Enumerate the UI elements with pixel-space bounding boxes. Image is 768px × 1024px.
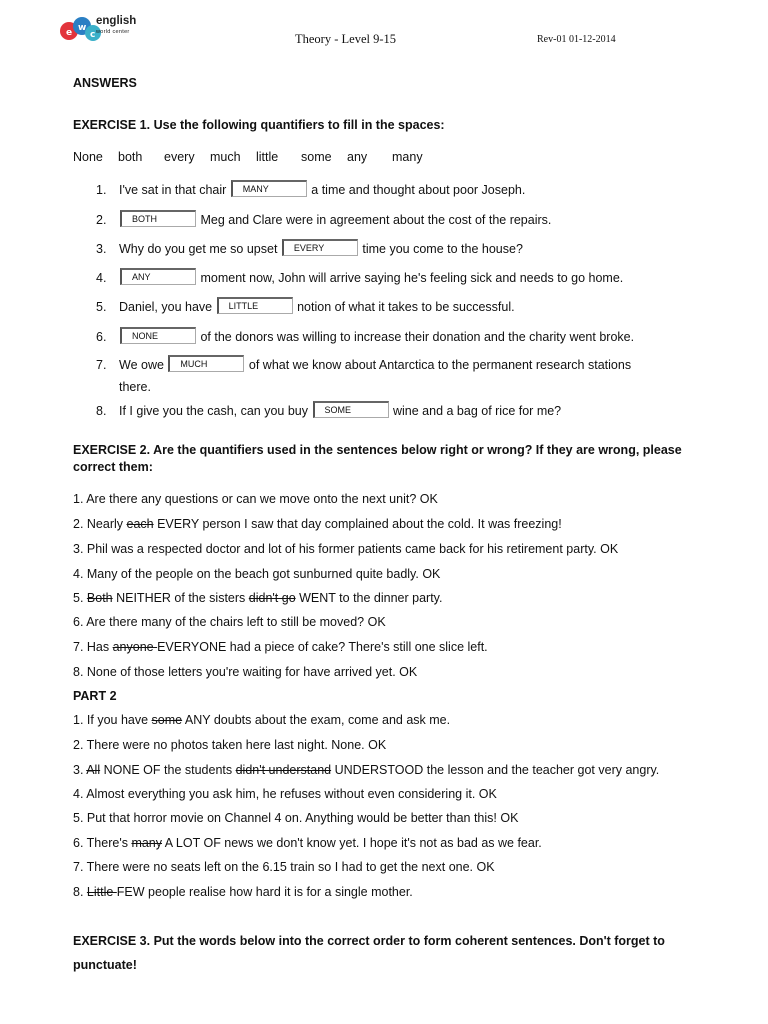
item7-continuation: there. — [119, 380, 151, 394]
part2-line: 5. Put that horror movie on Channel 4 on. Anything would be better than this! OK — [73, 811, 519, 825]
part2-line: 2. There were no photos taken here last night. None. OK — [73, 738, 387, 752]
svg-text:w: w — [78, 23, 87, 33]
item-text-after: moment now, John will arrive saying he's feeling sick and needs to go home. — [200, 271, 624, 285]
item-number: 3. — [96, 242, 107, 256]
page-title: Theory - Level 9-15 — [295, 32, 397, 46]
struck-word: anyone — [112, 640, 158, 654]
logo-line2: world center — [96, 29, 130, 35]
exercise1-item — [119, 358, 631, 372]
text: ANY doubts about the exam, come and ask me. — [182, 713, 451, 727]
struck-word: All — [86, 763, 101, 777]
item-text-before: Why do you get me so upset — [119, 242, 278, 256]
exercise2-line: 8. None of those letters you're waiting for have arrived yet. OK — [73, 665, 418, 679]
part2-line — [73, 763, 659, 777]
quantifier-little: little — [256, 150, 279, 164]
exercise1-item — [119, 242, 523, 256]
answer-field[interactable]: EVERY — [282, 239, 358, 256]
text: WENT to the dinner party. — [295, 591, 443, 605]
exercise2-heading-line1: EXERCISE 2. Are the quantifiers used in the sentences below right or wrong? If they are wrong, please — [73, 443, 682, 457]
item-text-after: a time and thought about poor Joseph. — [311, 183, 526, 197]
text: EVERYONE had a piece of cake? There's still one slice left. — [157, 640, 488, 654]
item-text-after: wine and a bag of rice for me? — [392, 404, 562, 418]
exercise1-item — [119, 271, 623, 285]
item-number: 6. — [96, 330, 107, 344]
exercise1-item — [119, 330, 634, 344]
exercise1-item — [119, 300, 515, 314]
answer-field[interactable]: MUCH — [168, 355, 244, 372]
item-text-after: Meg and Clare were in agreement about the cost of the repairs. — [200, 213, 552, 227]
part2-line — [73, 713, 450, 727]
quantifier-much: much — [210, 150, 241, 164]
struck-word: didn't go — [248, 591, 296, 605]
item-number: 1. — [96, 183, 107, 197]
text: 1. If you have — [73, 713, 152, 727]
item-text-after: of the donors was willing to increase their donation and the charity went broke. — [200, 330, 635, 344]
text: 7. Has — [73, 640, 113, 654]
quantifier-some: some — [301, 150, 332, 164]
answer-field[interactable]: NONE — [120, 327, 196, 344]
text: NONE OF the students — [100, 763, 236, 777]
text: 8. — [73, 885, 87, 899]
answer-field[interactable]: ANY — [120, 268, 196, 285]
item-text-before: If I give you the cash, can you buy — [119, 404, 309, 418]
quantifier-none: None — [73, 150, 103, 164]
exercise2-heading-line2: correct them: — [73, 460, 153, 474]
exercise2-line: 1. Are there any questions or can we move onto the next unit? OK — [73, 492, 438, 506]
quantifier-any: any — [347, 150, 368, 164]
quantifier-many: many — [392, 150, 423, 164]
quantifier-both: both — [118, 150, 143, 164]
item-number: 5. — [96, 300, 107, 314]
item-number: 2. — [96, 213, 107, 227]
answer-field[interactable]: MANY — [231, 180, 307, 197]
part2-line — [73, 885, 413, 899]
svg-text:c: c — [90, 30, 96, 40]
struck-word: each — [126, 517, 154, 531]
answers-heading: ANSWERS — [73, 76, 137, 90]
part2-heading: PART 2 — [73, 689, 117, 703]
item-text-before: Daniel, you have — [119, 300, 213, 314]
text: UNDERSTOOD the lesson and the teacher got very angry. — [331, 763, 660, 777]
text: A LOT OF news we don't know yet. I hope it's not as bad as we fear. — [162, 836, 542, 850]
exercise2-line: 4. Many of the people on the beach got sunburned quite badly. OK — [73, 567, 441, 581]
part2-line: 7. There were no seats left on the 6.15 train so I had to get the next one. OK — [73, 860, 495, 874]
exercise3-heading-line2: punctuate! — [73, 958, 137, 972]
part2-line: 4. Almost everything you ask him, he refuses without even considering it. OK — [73, 787, 497, 801]
exercise2-line — [73, 517, 562, 531]
item-text-after: time you come to the house? — [362, 242, 523, 256]
exercise1-heading: EXERCISE 1. Use the following quantifiers to fill in the spaces: — [73, 118, 445, 132]
exercise2-line: 3. Phil was a respected doctor and lot of his former patients came back for his retirement party. OK — [73, 542, 619, 556]
item-text-before: I've sat in that chair — [119, 183, 227, 197]
text: EVERY person I saw that day complained about the cold. It was freezing! — [153, 517, 562, 531]
exercise1-item — [119, 183, 525, 197]
item-text-after: of what we know about Antarctica to the permanent research stations — [248, 358, 632, 372]
quantifier-every: every — [164, 150, 195, 164]
text: FEW people realise how hard it is for a single mother. — [116, 885, 413, 899]
answer-field[interactable]: LITTLE — [217, 297, 293, 314]
exercise2-line: 6. Are there many of the chairs left to still be moved? OK — [73, 615, 386, 629]
item-number: 7. — [96, 358, 107, 372]
exercise1-item — [119, 404, 561, 418]
revision-date: Rev-01 01-12-2014 — [537, 34, 616, 45]
struck-word: many — [131, 836, 163, 850]
text: 2. Nearly — [73, 517, 127, 531]
answer-field[interactable]: SOME — [313, 401, 389, 418]
exercise1-item — [119, 213, 551, 227]
struck-word: some — [151, 713, 183, 727]
item-number: 8. — [96, 404, 107, 418]
exercise2-line — [73, 640, 488, 654]
exercise2-line — [73, 591, 442, 605]
struck-word: Both — [86, 591, 113, 605]
text: 6. There's — [73, 836, 132, 850]
item-text-before: We owe — [119, 358, 164, 372]
item-text-after: notion of what it takes to be successful. — [297, 300, 515, 314]
logo-line1: english — [96, 15, 137, 27]
item-number: 4. — [96, 271, 107, 285]
answer-field[interactable]: BOTH — [120, 210, 196, 227]
struck-word: didn't understand — [235, 763, 332, 777]
logo-wordmark — [96, 16, 136, 38]
exercise3-heading-line1: EXERCISE 3. Put the words below into the correct order to form coherent sentences. Don't forget to — [73, 934, 665, 948]
struck-word: Little — [86, 885, 117, 899]
text: NEITHER of the sisters — [112, 591, 249, 605]
text: 5. — [73, 591, 87, 605]
svg-text:e: e — [66, 28, 73, 38]
text: 3. — [73, 763, 87, 777]
part2-line — [73, 836, 542, 850]
